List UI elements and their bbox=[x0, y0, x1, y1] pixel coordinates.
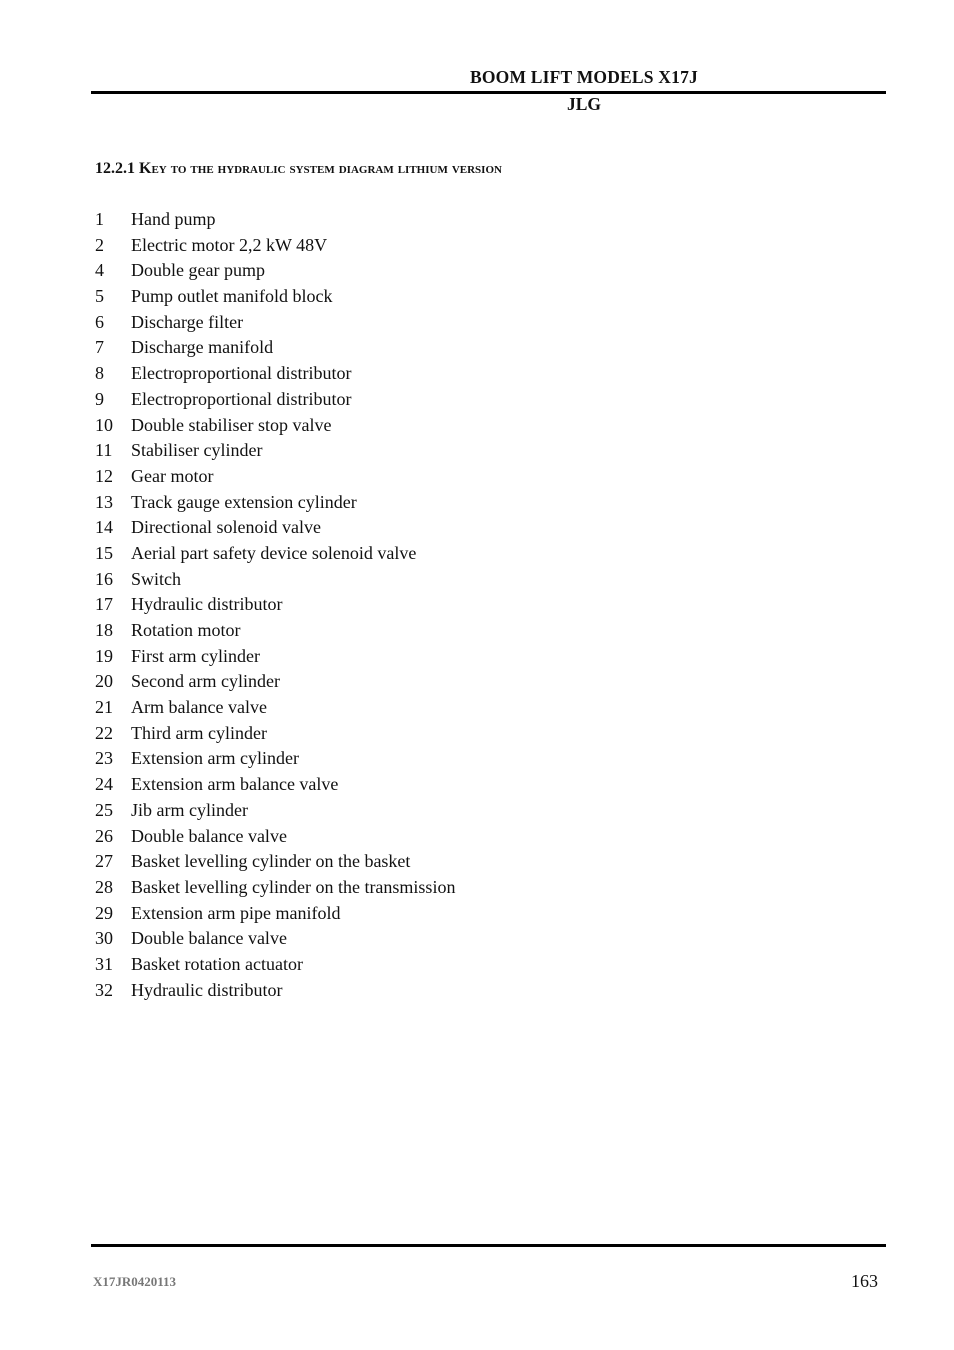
key-item-number: 10 bbox=[95, 414, 113, 435]
hydraulic-key-list bbox=[95, 207, 455, 1003]
key-item-number: 7 bbox=[95, 337, 104, 358]
key-item-description: Basket levelling cylinder on the basket bbox=[131, 851, 411, 872]
key-item-description: Double gear pump bbox=[131, 260, 265, 281]
key-item-number: 16 bbox=[95, 568, 113, 589]
key-item-number: 20 bbox=[95, 671, 113, 692]
key-item-number: 9 bbox=[95, 388, 104, 409]
key-list-item bbox=[95, 824, 455, 850]
key-item-number: 12 bbox=[95, 465, 113, 486]
key-item-number: 15 bbox=[95, 542, 113, 563]
key-item-number: 19 bbox=[95, 645, 113, 666]
key-item-number: 1 bbox=[95, 209, 104, 229]
key-item-description: Arm balance valve bbox=[131, 697, 267, 718]
key-item-number: 8 bbox=[95, 363, 104, 384]
key-item-description: Electroproportional distributor bbox=[131, 363, 352, 384]
key-item-description: Double balance valve bbox=[131, 928, 287, 949]
key-list-item bbox=[95, 567, 455, 593]
key-item-number: 29 bbox=[95, 902, 113, 923]
document-code: X17JR0420113 bbox=[93, 1274, 177, 1289]
key-list-item bbox=[95, 618, 455, 644]
key-item-description: Extension arm pipe manifold bbox=[131, 902, 341, 923]
key-item-number: 28 bbox=[95, 876, 113, 897]
key-list-item bbox=[95, 746, 455, 772]
key-item-description: Stabiliser cylinder bbox=[131, 440, 263, 461]
key-list-item bbox=[95, 798, 455, 824]
key-item-description: Basket levelling cylinder on the transmission bbox=[131, 876, 456, 897]
key-item-description: Switch bbox=[131, 568, 182, 589]
key-list-item bbox=[95, 387, 455, 413]
key-list-item bbox=[95, 413, 455, 439]
key-item-number: 17 bbox=[95, 594, 113, 615]
key-item-number: 6 bbox=[95, 311, 104, 332]
key-item-number: 14 bbox=[95, 517, 113, 538]
key-list-item bbox=[95, 926, 455, 952]
key-item-description: Basket rotation actuator bbox=[131, 953, 303, 974]
document-title: BOOM LIFT MODELS X17J bbox=[470, 67, 698, 87]
key-item-description: Hydraulic distributor bbox=[131, 594, 283, 615]
key-list-item bbox=[95, 952, 455, 978]
key-list-item bbox=[95, 901, 455, 927]
key-item-number: 30 bbox=[95, 928, 113, 949]
key-item-description: Double stabiliser stop valve bbox=[131, 414, 332, 435]
key-item-number: 27 bbox=[95, 851, 113, 872]
key-item-number: 5 bbox=[95, 286, 104, 307]
brand-name: JLG bbox=[566, 94, 602, 114]
key-list-item bbox=[95, 849, 455, 875]
key-item-number: 21 bbox=[95, 697, 113, 718]
key-item-description: Discharge manifold bbox=[131, 337, 274, 358]
key-item-description: Hand pump bbox=[131, 209, 216, 229]
key-item-description: Extension arm balance valve bbox=[131, 774, 339, 795]
key-item-description: First arm cylinder bbox=[131, 645, 260, 666]
key-list-item bbox=[95, 515, 455, 541]
key-list-item bbox=[95, 361, 455, 387]
key-item-description: Directional solenoid valve bbox=[131, 517, 321, 538]
section-heading: 12.2.1 Key to the hydraulic system diagram lithium version bbox=[95, 160, 502, 177]
key-item-description: Jib arm cylinder bbox=[131, 799, 248, 820]
key-list-item bbox=[95, 258, 455, 284]
key-list-item bbox=[95, 592, 455, 618]
key-item-number: 2 bbox=[95, 234, 104, 255]
key-item-number: 32 bbox=[95, 979, 113, 1000]
key-item-description: Third arm cylinder bbox=[131, 722, 267, 743]
key-item-description: Aerial part safety device solenoid valve bbox=[131, 542, 417, 563]
key-item-description: Second arm cylinder bbox=[131, 671, 280, 692]
key-item-description: Gear motor bbox=[131, 465, 214, 486]
key-item-number: 25 bbox=[95, 799, 113, 820]
key-list-item bbox=[95, 978, 455, 1004]
key-list-item bbox=[95, 695, 455, 721]
key-item-description: Pump outlet manifold block bbox=[131, 286, 333, 307]
key-item-description: Extension arm cylinder bbox=[131, 748, 299, 769]
key-list-item bbox=[95, 335, 455, 361]
key-list-item bbox=[95, 310, 455, 336]
key-list-item bbox=[95, 721, 455, 747]
key-list-item bbox=[95, 438, 455, 464]
key-list-item bbox=[95, 207, 455, 233]
key-list-item bbox=[95, 772, 455, 798]
key-list-item bbox=[95, 875, 455, 901]
key-item-description: Electroproportional distributor bbox=[131, 388, 352, 409]
key-item-number: 31 bbox=[95, 953, 113, 974]
key-item-number: 11 bbox=[95, 440, 113, 461]
key-item-number: 22 bbox=[95, 722, 113, 743]
key-item-number: 23 bbox=[95, 748, 113, 769]
key-item-number: 24 bbox=[95, 774, 113, 795]
key-item-number: 4 bbox=[95, 260, 104, 281]
page-number: 163 bbox=[851, 1271, 878, 1291]
key-item-description: Hydraulic distributor bbox=[131, 979, 283, 1000]
footer-divider bbox=[91, 1244, 886, 1247]
key-item-number: 26 bbox=[95, 825, 113, 846]
key-list-item bbox=[95, 233, 455, 259]
key-item-description: Discharge filter bbox=[131, 311, 244, 332]
key-list-item bbox=[95, 541, 455, 567]
key-list-item bbox=[95, 644, 455, 670]
key-item-description: Electric motor 2,2 kW 48V bbox=[131, 234, 328, 255]
key-list-item bbox=[95, 284, 455, 310]
key-list-item bbox=[95, 464, 455, 490]
key-item-description: Rotation motor bbox=[131, 620, 241, 640]
key-list-item bbox=[95, 669, 455, 695]
key-item-description: Track gauge extension cylinder bbox=[131, 491, 357, 512]
key-list-item bbox=[95, 490, 455, 516]
key-item-description: Double balance valve bbox=[131, 825, 287, 846]
key-item-number: 18 bbox=[95, 620, 113, 640]
key-item-number: 13 bbox=[95, 491, 113, 512]
